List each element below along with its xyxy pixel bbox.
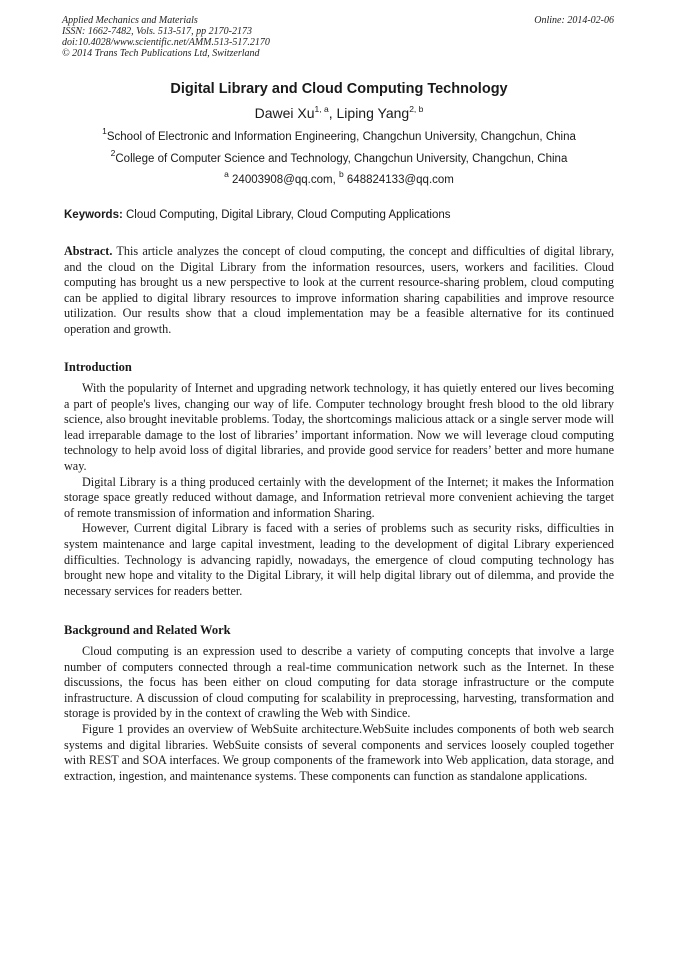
affiliation-superscript: 1	[102, 126, 107, 136]
email-superscript: a	[224, 169, 229, 179]
introduction-body	[64, 381, 614, 599]
section-heading-background: Background and Related Work	[64, 623, 231, 637]
online-date: Online: 2014-02-06	[534, 15, 614, 26]
doi-line: doi:10.4028/www.scientific.net/AMM.513-517.2170	[62, 37, 270, 48]
keywords-text: Cloud Computing, Digital Library, Cloud Computing Applications	[122, 209, 451, 221]
author-superscript: 2, b	[409, 104, 424, 114]
affiliation-superscript: 2	[110, 148, 116, 158]
author-name: Liping Yang	[336, 105, 410, 121]
author-superscript: 1, a	[314, 104, 329, 114]
affiliation-text: College of Computer Science and Technology, Changchun University, Changchun, China	[115, 153, 568, 165]
keywords-label: Keywords:	[64, 209, 123, 221]
paragraph: However, Current digital Library is faced with a series of problems such as security risks, difficulties in system maintenance and large capital investment, leading to the development of digital Library experienced difficulties. Technology is advancing rapidly, nowadays, the emergence of cloud computing technology has brought new hope and vitality to the Digital Library, it will help digital library out of dilemma, and provide the necessary services for readers better.	[64, 521, 614, 598]
paragraph: With the popularity of Internet and upgrading network technology, it has quietly entered our lives becoming a part of people's lives, changing our way of life. Computer technology brought fresh blood to the old library science, also brought inevitable problems. Today, the shortcomings malicious attack or a single server mode will lead irreparable damage to the lost of libraries’ important information. Now we will leverage cloud computing technology to help avoid loss of digital libraries, and provide good service for readers’ better and more humane way.	[64, 381, 614, 473]
email-superscript: b	[338, 169, 344, 179]
background-body	[64, 644, 614, 784]
paragraph: Figure 1 provides an overview of WebSuite architecture.WebSuite includes components of both web search systems and digital libraries. WebSuite consists of several components and services loosely coupled together with REST and SOA interfaces. We group components of the framework into Web application, data storage, and extraction, ingestion, and maintenance systems. These components can function as standalone applications.	[64, 721, 614, 783]
email-text: 648824133@qq.com	[343, 174, 454, 186]
author-list	[0, 104, 678, 122]
affiliation-1	[0, 126, 678, 144]
copyright-line: © 2014 Trans Tech Publications Ltd, Switzerland	[62, 48, 260, 59]
author-separator: ,	[328, 105, 337, 121]
paragraph: Digital Library is a thing produced certainly with the development of the Internet; it makes the Information storage space greatly reduced without damage, and Information retrieval more convenient achieving the target of remote transmission of information and information Sharing.	[64, 474, 614, 520]
author-name: Dawei Xu	[254, 105, 315, 121]
section-heading-introduction: Introduction	[64, 360, 132, 374]
abstract	[64, 244, 614, 338]
abstract-label: Abstract.	[64, 244, 113, 258]
affiliation-text: School of Electronic and Information Engineering, Changchun University, Changchun, China	[106, 131, 576, 143]
publication-info	[62, 15, 270, 59]
affiliation-2	[0, 148, 678, 166]
keywords-line	[64, 208, 451, 222]
paragraph: Cloud computing is an expression used to describe a variety of computing concepts that involve a large number of computers connected through a real-time communication network such as the Internet. In these discussions, the focus has been either on cloud computing for data storage infrastructure or the compute infrastructure. A discussion of cloud computing for scalability in preprocessing, harvesting, transformation and storage is provided by in the context of crawling the Web with Sindice.	[64, 644, 614, 721]
abstract-text: This article analyzes the concept of cloud computing, the concept and difficulties of digital library, and the cloud on the Digital Library from the information resources, users, workers and facilities. Cloud computing has brought us a new perspective to look at the current resource-sharing problem, cloud computing can be applied to digital library resources to improve information sharing capabilities and improve resource utilization. Our results show that a cloud implementation may be a feasible alternative for its continued operation and growth.	[64, 244, 614, 336]
paper-title: Digital Library and Cloud Computing Technology	[170, 81, 508, 97]
email-text: 24003908@qq.com,	[228, 174, 339, 186]
journal-name: Applied Mechanics and Materials	[62, 15, 198, 26]
issn-line: ISSN: 1662-7482, Vols. 513-517, pp 2170-2173	[62, 26, 252, 37]
author-emails	[0, 169, 678, 187]
